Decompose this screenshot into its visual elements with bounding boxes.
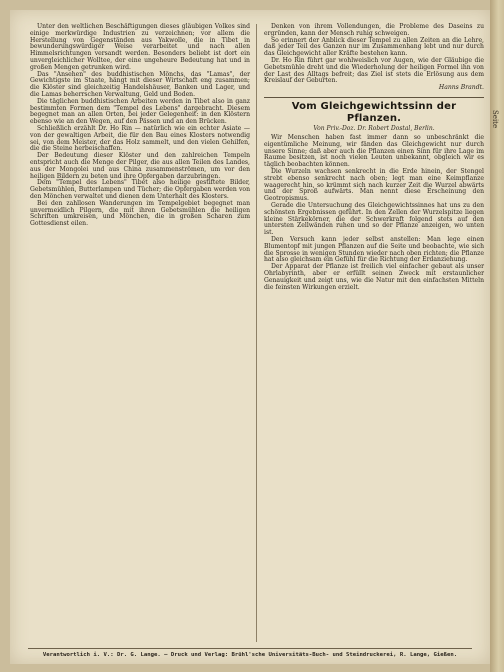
- right-intro-paragraph-3: Dr. Ho Rin führt gar wohlweislich vor Augen, wie der Gläubige die Gebetsmühle dreht und die Wiederholung der heiligen Formel ihn von der Last des Alltags befreit; das Ziel ist stets die Erlösung aus dem Kreislauf der Geburten.: [264, 56, 484, 85]
- page-binding: [490, 0, 504, 672]
- author-signature: Hanns Brandt.: [438, 84, 484, 92]
- article-byline: Von Priv.-Doz. Dr. Robert Dostal, Berlin.: [313, 124, 435, 132]
- spine-text: Seite: [491, 110, 499, 129]
- left-paragraph-2: Das "Ansehen" des buddhistischen Mönchs, das "Lamas", der Gewichtigste im Staate, hängt mit dieser Wirtschaft eng zusammen; die Klöster sind gleichzeitig Handelshäuser, Banken und Lager, und die Lamas beherrschen Verwaltung, Geld und Boden.: [30, 70, 250, 98]
- article-paragraph-3: Gerade die Untersuchung des Gleichgewichtssinnes hat uns zu den schönsten Ergebnissen geführt. In den Zellen der Wurzelspitze liegen kleine Stärkekörner, die der Schwerkraft folgend stets auf den untersten Zellwänden ruhen und so der Pflanze anzeigen, wo unten ist.: [264, 201, 484, 237]
- right-column: [264, 24, 484, 291]
- left-paragraph-7: Bei den zahllosen Wanderungen im Tempelgebiet begegnet man unvermeidlich Pilgern, die mit ihren Gebetsmühlen die heiligen Schriften umkreisen, und Mönchen, die in großen Scharen zum Gottesdienst eilen.: [30, 199, 250, 228]
- article-paragraph-2: Die Wurzeln wachsen senkrecht in die Erde hinein, der Stengel strebt ebenso senkrecht nach oben; legt man eine Keimpflanze waagerecht hin, so krümmt sich nach kurzer Zeit die Wurzel abwärts und der Sproß aufwärts. Man nennt diese Erscheinung den Geotropismus.: [264, 167, 484, 203]
- left-column: [30, 24, 250, 228]
- left-paragraph-4: Schließlich erzählt Dr. Ho Rin — natürlich wie ein echter Asiate — von der gewaltigen Arbeit, die für den Bau eines Klosters notwendig sei, von dem Meister, der das Holz sammelt, und den vielen Gehilfen, die die Steine herbeischaffen.: [30, 124, 250, 153]
- left-paragraph-1: Unter den weltlichen Beschäftigungen dieses gläubigen Volkes sind einige merkwürdige Industrien zu verzeichnen; vor allem die Herstellung von Gegenständen aus Yakwolle, die in Tibet in bewunderungswürdiger Weise verarbeitet und nach allen Himmelsrichtungen versandt werden. Besonders beliebt ist dort ein unvergleichlicher Wolltee, der eine ungeheure Bedeutung hat und in großen Mengen getrunken wird.: [30, 23, 250, 71]
- right-intro-paragraph-2: So erinnert der Anblick dieser Tempel zu allen Zeiten an die Lehre, daß jeder Teil des Ganzen nur im Zusammenhang lebt und nur durch das Gleichgewicht aller Kräfte bestehen kann.: [264, 36, 484, 58]
- newspaper-page: [10, 10, 490, 664]
- article-paragraph-4: Den Versuch kann jeder selbst anstellen: Man lege einen Blumentopf mit jungen Pflanzen auf die Seite und beobachte, wie sich die Sprosse in wenigen Stunden wieder nach oben richten; die Pflanze hat also gleichsam ein Gefühl für die Richtung der Erdanziehung.: [264, 235, 484, 264]
- article-paragraph-1: Wir Menschen haben fast immer dann so unbeschränkt die eigentümliche Meinung, wir fänden das Gleichgewicht nur durch unsere Sinne; daß aber auch die Pflanzen einen Sinn für ihre Lage im Raume besitzen, ist noch vielen Leuten unbekannt, obgleich wir es täglich beobachten können.: [264, 133, 484, 169]
- footer-rule: [28, 648, 472, 649]
- left-paragraph-3: Die täglichen buddhistischen Arbeiten werden in Tibet also in ganz bestimmten Formen dem "Tempel des Lebens" dargebracht. Diesem begegnet man an allen Orten, bei jeder Gelegenheit: in den Klöstern ebenso wie an den Wegen, auf den Pässen und an den Brücken.: [30, 97, 250, 126]
- column-divider: [256, 24, 257, 642]
- imprint-footer: Verantwortlich i. V.: Dr. G. Lange. – Druck und Verlag: Brühl'sche Universitäts-Buch- und Steindruckerei, R. Lange, Gießen.: [42, 652, 458, 658]
- article-header: [264, 97, 484, 133]
- article-paragraph-5: Der Apparat der Pflanze ist freilich viel einfacher gebaut als unser Ohrlabyrinth, aber er erfüllt seinen Zweck mit erstaunlicher Genauigkeit und zeigt uns, wie die Natur mit den einfachsten Mitteln die feinsten Wirkungen erzielt.: [264, 263, 484, 291]
- article-title: Vom Gleichgewichtssinn der Pflanzen.: [291, 100, 457, 124]
- left-paragraph-5: Der Bedeutung dieser Klöster und den zahlreichen Tempeln entspricht auch die Menge der Pilger, die aus allen Teilen des Landes, aus der Mongolei und aus China zusammenströmen, um vor den heiligen Bildern zu beten und ihre Opfergaben darzubringen.: [30, 152, 250, 180]
- left-paragraph-6: Dem "Tempel des Lebens" Tibet also heilige gestiftete Bilder, Gebetsmühlen, Butterlampen und Tücher; die Opfergaben werden von den Mönchen verwaltet und dienen dem Unterhalt des Klosters.: [30, 179, 250, 200]
- right-intro-paragraph-1: Denken von ihrem Vollendungen, die Probleme des Daseins zu ergründen, kann der Mensch ruhig schweigen.: [264, 23, 484, 37]
